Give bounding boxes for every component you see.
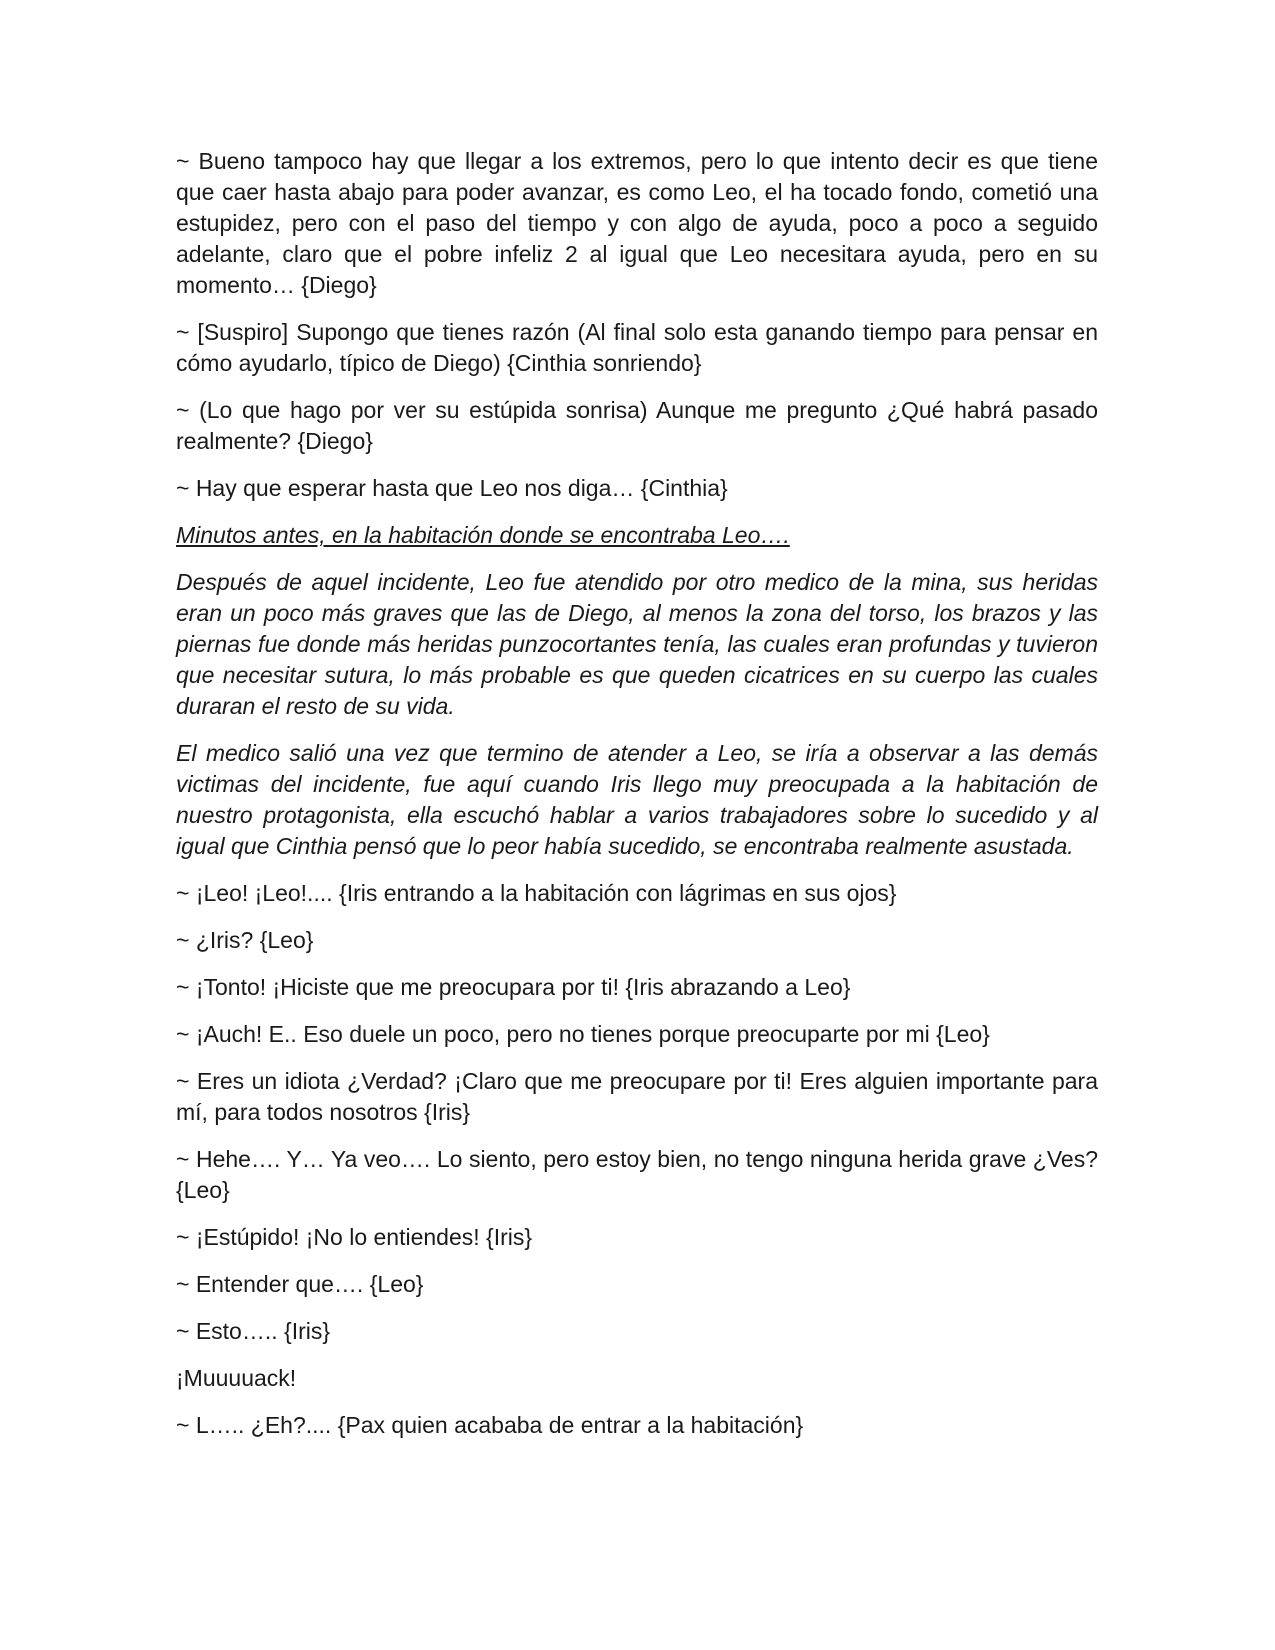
narration-paragraph-1: Después de aquel incidente, Leo fue atendido por otro medico de la mina, sus heridas eran un poco más graves que las de Diego, al menos la zona del torso, los brazos y las piernas fue donde más heridas punzocortantes tenía, las cuales eran profundas y tuvieron que necesitar sutura, lo más probable es que queden cicatrices en su cuerpo las cuales duraran el resto de su vida. [176,569,1098,719]
paragraph-iris-esto: ~ Esto….. {Iris} [176,1318,331,1344]
paragraph-leo-entender: ~ Entender que…. {Leo} [176,1271,424,1297]
document-page [176,146,1098,1457]
paragraph-iris-entrando: ~ ¡Leo! ¡Leo!.... {Iris entrando a la habitación con lágrimas en sus ojos} [176,880,897,906]
paragraph-leo-iris: ~ ¿Iris? {Leo} [176,927,314,953]
paragraph-diego-extremos: ~ Bueno tampoco hay que llegar a los extremos, pero lo que intento decir es que tiene que caer hasta abajo para poder avanzar, es como Leo, el ha tocado fondo, cometió una estupidez, pero con el paso del tiempo y con algo de ayuda, poco a poco a seguido adelante, claro que el pobre infeliz 2 al igual que Leo necesitara ayuda, pero en su momento… {Diego} [176,148,1098,298]
paragraph-cinthia-esperar: ~ Hay que esperar hasta que Leo nos diga… {Cinthia} [176,475,728,501]
paragraph-leo-auch: ~ ¡Auch! E.. Eso duele un poco, pero no tienes porque preocuparte por mi {Leo} [176,1021,990,1047]
paragraph-iris-idiota: ~ Eres un idiota ¿Verdad? ¡Claro que me preocupare por ti! Eres alguien importante para mí, para todos nosotros {Iris} [176,1068,1098,1125]
scene-heading: Minutos antes, en la habitación donde se encontraba Leo…. [176,522,790,548]
narration-paragraph-2: El medico salió una vez que termino de atender a Leo, se iría a observar a las demás victimas del incidente, fue aquí cuando Iris llego muy preocupada a la habitación de nuestro protagonista, ella escuchó hablar a varios trabajadores sobre lo sucedido y al igual que Cinthia pensó que lo peor había sucedido, se encontraba realmente asustada. [176,740,1098,859]
paragraph-cinthia-suspiro: ~ [Suspiro] Supongo que tienes razón (Al final solo esta ganando tiempo para pensar en cómo ayudarlo, típico de Diego) {Cinthia sonriendo} [176,319,1098,376]
paragraph-pax-entrando: ~ L….. ¿Eh?.... {Pax quien acababa de entrar a la habitación} [176,1412,804,1438]
paragraph-iris-estupido: ~ ¡Estúpido! ¡No lo entiendes! {Iris} [176,1224,533,1250]
paragraph-muuuuack: ¡Muuuuack! [176,1365,297,1391]
paragraph-leo-hehe: ~ Hehe…. Y… Ya veo…. Lo siento, pero estoy bien, no tengo ninguna herida grave ¿Ves? {Leo} [176,1146,1098,1203]
paragraph-diego-sonrisa: ~ (Lo que hago por ver su estúpida sonrisa) Aunque me pregunto ¿Qué habrá pasado realmente? {Diego} [176,397,1098,454]
paragraph-iris-tonto: ~ ¡Tonto! ¡Hiciste que me preocupara por ti! {Iris abrazando a Leo} [176,974,851,1000]
